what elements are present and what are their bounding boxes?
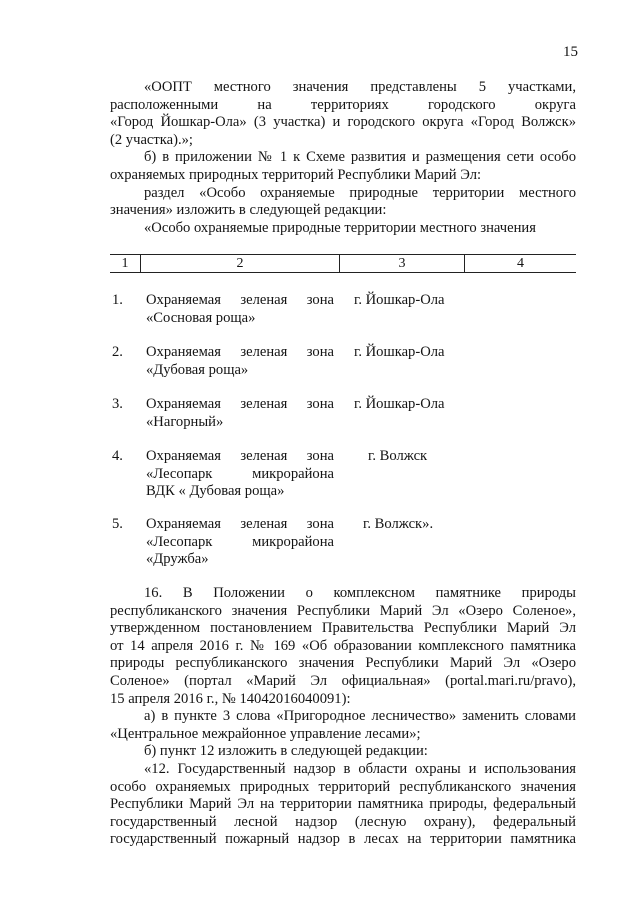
row-territory-name: [146, 344, 334, 379]
intro-line: расположенными на территориях городского округа: [110, 96, 576, 113]
amendment-line: особо охраняемых природных территорий республиканского значения: [110, 778, 576, 795]
amendment-line: 15 апреля 2016 г., № 14042016040091):: [110, 690, 351, 707]
row-number: 5.: [112, 516, 123, 532]
intro-line: б) в приложении № 1 к Схеме развития и размещения сети особо: [144, 149, 576, 166]
amendment-line: от 14 апреля 2016 г. № 169 «Об образовании комплексного памятника: [110, 637, 576, 654]
amendment-line: утвержденном постановлением Правительства Республики Марий Эл: [110, 620, 576, 637]
row-name-line: «Лесопарк микрорайона: [146, 465, 334, 482]
row-territory-name: [146, 448, 334, 501]
row-name-line: Охраняемая зеленая зона: [146, 448, 334, 464]
intro-line: охраняемых природных территорий Республики Марий Эл:: [110, 166, 482, 183]
header-col-1: 1: [110, 255, 141, 272]
row-territory-name: [146, 292, 334, 327]
header-col-3: 3: [340, 255, 465, 272]
intro-line: «ООПТ местного значения представлены 5 участками,: [144, 79, 576, 95]
row-city: г. Йошкар-Ола: [354, 292, 445, 308]
row-name-line: ВДК « Дубовая роща»: [146, 483, 285, 500]
row-name-line: «Сосновая роща»: [146, 309, 256, 326]
amendment-line: «Центральное межрайонное управление лесами»;: [110, 725, 421, 742]
intro-line: значения» изложить в следующей редакции:: [110, 202, 387, 219]
table-header: [110, 254, 576, 273]
amendment-line: государственный пожарный надзор в лесах на территории памятника: [110, 831, 576, 848]
row-city: г. Волжск».: [363, 516, 434, 532]
row-name-line: «Дубовая роща»: [146, 361, 249, 378]
intro-line: (2 участка).»;: [110, 131, 193, 148]
row-name-line: Охраняемая зеленая зона: [146, 516, 334, 532]
row-name-line: Охраняемая зеленая зона: [146, 344, 334, 360]
row-number: 3.: [112, 396, 123, 412]
intro-text-block: [110, 79, 576, 237]
row-number: 4.: [112, 448, 123, 464]
row-name-line: Охраняемая зеленая зона: [146, 396, 334, 412]
row-city: г. Йошкар-Ола: [354, 396, 445, 412]
page-number: 15: [563, 44, 578, 60]
row-city: г. Волжск: [368, 448, 428, 464]
row-name-line: «Лесопарк микрорайона: [146, 533, 334, 550]
amendment-line: государственный лесной надзор (лесную охрану), федеральный: [110, 813, 576, 830]
row-territory-name: [146, 516, 334, 569]
amendment-line: Соленое» (портал «Марий Эл официальная» (portal.mari.ru/pravo),: [110, 672, 576, 689]
amendment-line: «12. Государственный надзор в области охраны и использования: [144, 760, 576, 777]
amendment-line: 16. В Положении о комплексном памятнике природы: [144, 585, 576, 601]
intro-line: «Особо охраняемые природные территории местного значения: [144, 219, 536, 236]
intro-line: раздел «Особо охраняемые природные территории местного: [144, 184, 576, 201]
intro-line: «Город Йошкар-Ола» (3 участка) и городского округа «Город Волжск»: [110, 114, 576, 131]
row-name-line: Охраняемая зеленая зона: [146, 292, 334, 308]
amendment-line: Республики Марий Эл на территории памятника природы, федеральный: [110, 796, 576, 813]
amendment-line: а) в пункте 3 слова «Пригородное лесничество» заменить словами: [144, 708, 576, 725]
row-name-line: «Дружба»: [146, 551, 209, 568]
row-territory-name: [146, 396, 334, 431]
row-number: 2.: [112, 344, 123, 360]
amendment-text-block: [110, 585, 576, 849]
amendment-line: республиканского значения Республики Марий Эл «Озеро Соленое»,: [110, 602, 576, 619]
row-name-line: «Нагорный»: [146, 413, 224, 430]
amendment-line: природы республиканского значения Республики Марий Эл «Озеро: [110, 655, 576, 672]
amendment-line: б) пункт 12 изложить в следующей редакции:: [144, 743, 428, 760]
header-col-2: 2: [141, 255, 340, 272]
row-number: 1.: [112, 292, 123, 308]
header-col-4: 4: [517, 256, 524, 271]
row-city: г. Йошкар-Ола: [354, 344, 445, 360]
